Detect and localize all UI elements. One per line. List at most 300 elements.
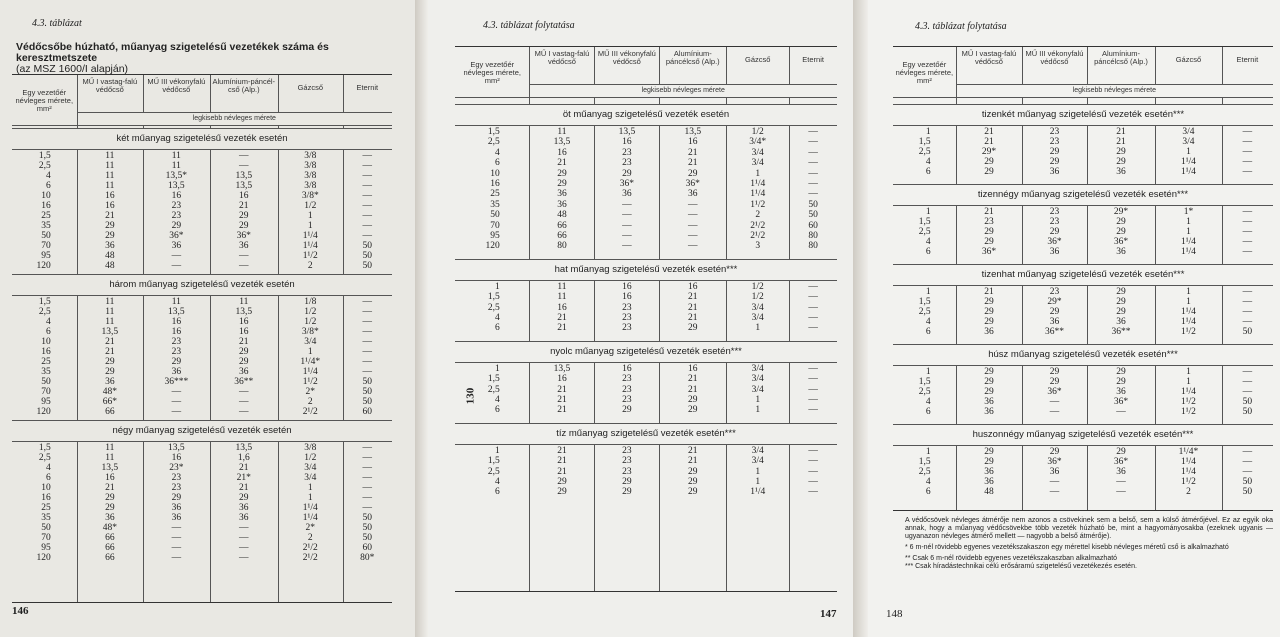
table-cell: 2,5 <box>487 384 500 395</box>
table-cell: 36* <box>1113 457 1129 467</box>
table-cell: 29 <box>105 503 115 513</box>
table-row <box>12 453 392 463</box>
table-row <box>893 127 1273 137</box>
table-cell: 13,5 <box>168 181 185 191</box>
table-cell: 1,5 <box>918 217 931 227</box>
table-cell: 23 <box>622 466 632 477</box>
table-row <box>893 477 1273 487</box>
table-cell: 48 <box>105 251 115 261</box>
table-cell: 21 <box>105 483 115 493</box>
table-cell: 36* <box>619 179 635 189</box>
data-table <box>455 46 837 592</box>
table-cell: 13,5 <box>235 443 253 453</box>
table-cell: 29 <box>622 405 632 416</box>
book-gutter <box>415 0 428 637</box>
table-cell: 29 <box>557 487 567 498</box>
table-cell: — <box>171 397 182 407</box>
table-cell: 120 <box>485 241 500 252</box>
table-cell: 29 <box>622 168 632 179</box>
table-cell: 50 <box>1242 407 1253 417</box>
section-title: tíz műanyag szigetelésű vezeték esetén*** <box>455 423 837 445</box>
table-row <box>12 473 392 483</box>
table-cell: — <box>808 466 818 477</box>
table-cell: — <box>171 251 182 261</box>
table-row <box>12 377 392 387</box>
table-cell: 11 <box>105 307 115 317</box>
table-cell: 1,5 <box>918 297 931 307</box>
table-cell: — <box>1049 487 1060 497</box>
table-cell: 36 <box>1049 467 1060 477</box>
table-cell: 29 <box>1049 307 1060 317</box>
table-cell: 48 <box>105 261 115 271</box>
table-cell: — <box>808 147 818 158</box>
column-divider <box>1087 47 1088 84</box>
table-cell: 3/8 <box>304 443 317 453</box>
table-cell: 6 <box>925 407 931 417</box>
table-row <box>12 297 392 307</box>
table-cell: 11 <box>557 127 567 137</box>
table-cell: 36 <box>105 241 115 251</box>
table-cell: 4 <box>925 317 931 327</box>
table-cell: 16 <box>41 201 51 211</box>
table-cell: 35 <box>41 221 51 231</box>
table-cell: 95 <box>41 543 51 553</box>
table-caption: 4.3. táblázat <box>32 18 82 29</box>
table-cell: 29 <box>1116 307 1126 317</box>
table-cell: 50 <box>362 241 373 251</box>
table-cell: 2 <box>1186 487 1191 497</box>
table-cell: — <box>1242 377 1253 387</box>
table-cell: 1 <box>1186 217 1191 227</box>
table-row <box>893 487 1273 497</box>
table-cell: 6 <box>494 487 500 498</box>
column-header: Alumínium-páncél-cső (Alp.) <box>212 77 276 94</box>
column-header: MŰ III vékonyfalú védőcső <box>1025 49 1084 66</box>
table-cell: 11 <box>171 151 181 161</box>
column-header: Eternit <box>356 83 379 92</box>
table-cell: 1¹/4 <box>302 513 318 523</box>
table-cell: — <box>239 151 249 161</box>
table-row <box>893 387 1273 397</box>
table-cell: 16 <box>239 327 249 337</box>
table-cell: 29 <box>984 377 994 387</box>
table-cell: — <box>808 179 818 189</box>
table-cell: 48* <box>102 387 117 397</box>
table-cell: 21 <box>557 384 567 395</box>
table-row <box>893 167 1273 177</box>
table-cell: 29 <box>557 168 567 179</box>
table-cell: 1¹/2 <box>1180 327 1196 337</box>
table-cell: 36*** <box>164 377 189 387</box>
table-cell: 36 <box>171 241 182 251</box>
table-row <box>455 210 837 220</box>
table-cell: — <box>171 387 182 397</box>
table-row <box>12 483 392 493</box>
table-cell: 23 <box>171 337 182 347</box>
column-divider <box>529 47 530 97</box>
table-cell: 29 <box>688 466 698 477</box>
table-cell: 120 <box>36 261 51 271</box>
table-cell: 1¹/4 <box>1180 247 1196 257</box>
table-cell: 36* <box>1113 237 1129 247</box>
table-cell: 50 <box>41 523 51 533</box>
table-cell: 1,5 <box>487 374 500 385</box>
table-cell: 21 <box>557 395 567 405</box>
table-row <box>893 207 1273 217</box>
table-cell: 29 <box>1116 367 1126 377</box>
table-cell: 1¹/2 <box>302 377 318 387</box>
table-cell: 60 <box>362 407 373 417</box>
table-cell: — <box>1242 447 1253 457</box>
table-cell: 21 <box>688 292 698 303</box>
table-caption: 4.3. táblázat folytatása <box>483 20 575 31</box>
table-row <box>12 387 392 397</box>
table-cell: — <box>362 161 373 171</box>
table-cell: 1/2 <box>304 317 317 327</box>
table-cell: 16 <box>490 179 500 189</box>
table-cell: 23 <box>171 483 182 493</box>
table-row <box>12 513 392 523</box>
table-cell: 4 <box>494 147 500 158</box>
table-cell: — <box>622 220 632 231</box>
table-cell: 1 <box>307 347 313 357</box>
table-cell: 23 <box>622 384 632 395</box>
table-cell: 1/2 <box>751 281 764 292</box>
table-cell: 11 <box>105 317 115 327</box>
column-divider <box>659 47 660 84</box>
table-cell: 23 <box>1049 287 1060 297</box>
table-cell: 10 <box>41 483 51 493</box>
table-cell: — <box>239 407 249 417</box>
table-cell: 25 <box>41 357 51 367</box>
column-header: Eternit <box>1236 55 1259 64</box>
table-cell: 21 <box>688 158 698 169</box>
table-cell: 11 <box>105 161 115 171</box>
book-gutter <box>853 0 868 637</box>
table-cell: 25 <box>41 503 51 513</box>
table-cell: 3/4 <box>751 147 764 158</box>
table-cell: 36 <box>984 407 994 417</box>
table-subtitle: (az MSZ 1600/I alapján) <box>16 63 129 75</box>
table-cell: 1¹/4 <box>302 367 318 377</box>
table-cell: 16 <box>41 347 51 357</box>
table-cell: 36 <box>105 377 115 387</box>
table-title-text: Védőcsőbe húzható, műanyag szigetelésű vezetékek száma és keresztmetszete <box>16 41 329 64</box>
table-cell: 2,5 <box>918 147 931 157</box>
table-cell: 23 <box>622 374 632 385</box>
table-cell: 29 <box>1116 147 1126 157</box>
table-cell: 29 <box>105 357 115 367</box>
table-cell: 1,5 <box>918 137 931 147</box>
column-divider <box>1155 47 1156 84</box>
table-cell: 6 <box>925 247 931 257</box>
table-cell: 21 <box>557 466 567 477</box>
table-cell: 4 <box>494 313 500 323</box>
table-cell: 3/4 <box>751 313 764 323</box>
table-cell: 1¹/4 <box>1180 237 1196 247</box>
column-header: MŰ I vastag-falú védőcső <box>534 49 590 66</box>
table-cell: 36** <box>234 377 254 387</box>
table-cell: 3/4 <box>751 363 764 374</box>
table-cell: 3/4 <box>1182 137 1195 147</box>
table-cell: 21 <box>105 337 115 347</box>
table-cell: — <box>622 231 632 241</box>
table-row <box>455 477 837 487</box>
table-row <box>893 407 1273 417</box>
table-cell: 36 <box>984 327 994 337</box>
column-header: MŰ I vastag-falú védőcső <box>82 77 138 94</box>
table-cell: 29 <box>105 231 115 241</box>
table-cell: 13,5 <box>235 181 253 191</box>
table-cell: 50 <box>1242 327 1253 337</box>
table-cell: 4 <box>46 171 51 181</box>
table-cell: — <box>688 210 698 221</box>
table-cell: — <box>239 251 249 261</box>
table-cell: 1 <box>307 493 313 503</box>
table-cell: 1¹/4* <box>300 357 321 367</box>
table-cell: 120 <box>36 407 51 417</box>
table-cell: 1 <box>755 466 761 477</box>
table-cell: 80 <box>808 241 818 252</box>
table-cell: 13,5 <box>553 363 571 374</box>
table-cell: 21 <box>557 405 567 416</box>
table-cell: 35 <box>490 199 500 210</box>
table-cell: 16 <box>171 317 182 327</box>
table-cell: 1,5 <box>918 377 931 387</box>
table-row <box>12 191 392 201</box>
column-divider <box>726 47 727 84</box>
table-cell: 36 <box>557 199 567 210</box>
table-cell: 66 <box>105 533 115 543</box>
data-table <box>12 74 392 603</box>
table-cell: 29 <box>984 447 994 457</box>
table-cell: 29* <box>1113 207 1129 217</box>
table-cell: 23 <box>622 313 632 323</box>
table-cell: 60 <box>808 220 818 231</box>
table-cell: 3/8 <box>304 161 317 171</box>
table-row <box>12 151 392 161</box>
table-row <box>12 407 392 417</box>
table-cell: 1¹/4 <box>1180 157 1196 167</box>
table-cell: 1¹/4 <box>1180 467 1196 477</box>
table-row <box>893 327 1273 337</box>
table-cell: 3/4 <box>751 302 764 313</box>
table-cell: 36* <box>685 179 700 189</box>
table-row <box>455 487 837 497</box>
table-cell: 2,5 <box>38 307 51 317</box>
table-cell: 29 <box>105 221 115 231</box>
table-cell: 36 <box>984 477 994 487</box>
table-cell: — <box>171 533 182 543</box>
table-cell: 29* <box>981 147 997 157</box>
table-cell: 3/4 <box>304 463 317 473</box>
table-cell: — <box>362 191 373 201</box>
table-cell: — <box>362 327 373 337</box>
table-cell: 3/4 <box>751 384 764 395</box>
table-row <box>12 443 392 453</box>
table-cell: 2 <box>307 533 313 543</box>
table-cell: 3/8* <box>301 191 319 201</box>
table-cell: 2¹/2 <box>750 231 766 241</box>
table-cell: 1¹/2 <box>750 199 766 210</box>
table-cell: — <box>1049 407 1060 417</box>
column-divider <box>1022 47 1023 84</box>
table-cell: — <box>688 241 698 252</box>
table-cell: 4 <box>925 477 931 487</box>
table-cell: 29 <box>1049 147 1060 157</box>
table-cell: — <box>688 220 698 231</box>
table-cell: — <box>362 151 373 161</box>
table-cell: 2¹/2 <box>302 407 318 417</box>
table-cell: — <box>362 503 373 513</box>
table-cell: 16 <box>557 147 567 158</box>
table-cell: 16 <box>105 201 115 211</box>
table-row <box>12 347 392 357</box>
table-row <box>455 137 837 147</box>
table-cell: 23 <box>1049 207 1060 217</box>
table-cell: 48 <box>984 487 994 497</box>
table-row <box>12 241 392 251</box>
table-cell: 29 <box>1116 287 1126 297</box>
table-cell: — <box>1242 457 1253 467</box>
table-cell: 1¹/4 <box>750 189 766 200</box>
table-cell: 16 <box>171 453 182 463</box>
table-cell: — <box>1242 217 1253 227</box>
table-cell: 50 <box>362 397 373 407</box>
table-cell: 16 <box>557 374 567 385</box>
table-cell: 4 <box>46 463 51 473</box>
table-cell: 1 <box>1186 367 1191 377</box>
table-cell: 1* <box>1183 207 1194 217</box>
table-row <box>12 307 392 317</box>
table-row <box>455 169 837 179</box>
table-cell: 50 <box>362 513 373 523</box>
table-cell: 25 <box>490 189 500 200</box>
table-cell: 36 <box>984 397 994 407</box>
table-cell: — <box>1116 487 1126 497</box>
table-cell: 13,5 <box>618 127 636 137</box>
page-stamp: 130 <box>464 387 477 405</box>
table-cell: 29 <box>1116 227 1126 237</box>
table-cell: — <box>1242 387 1253 397</box>
table-cell: 1¹/2 <box>1180 477 1196 487</box>
table-cell: 3/8 <box>304 181 317 191</box>
column-divider <box>77 75 78 125</box>
column-header: Eternit <box>802 55 824 64</box>
table-cell: 36* <box>1047 237 1062 247</box>
table-cell: 13,5 <box>168 443 185 453</box>
table-cell: — <box>808 487 818 498</box>
table-cell: 1 <box>755 395 761 405</box>
table-cell: 1 <box>925 447 931 457</box>
table-row <box>12 337 392 347</box>
table-cell: 23 <box>1049 127 1060 137</box>
table-cell: — <box>808 374 818 385</box>
table-row <box>12 553 392 563</box>
table-cell: 21 <box>688 313 698 323</box>
table-row <box>455 282 837 292</box>
table-cell: 29 <box>984 307 994 317</box>
table-cell: 1 <box>925 287 931 297</box>
table-cell: 2,5 <box>918 467 931 477</box>
table-row <box>12 211 392 221</box>
table-cell: — <box>1242 147 1253 157</box>
table-cell: 36 <box>688 189 698 200</box>
table-cell: 29 <box>688 405 698 416</box>
table-row <box>893 237 1273 247</box>
table-cell: 23 <box>1049 137 1060 147</box>
table-cell: 3/8 <box>304 171 317 181</box>
table-cell: 1¹/2 <box>302 251 318 261</box>
table-cell: 1¹/4 <box>1180 387 1196 397</box>
table-cell: 3/4 <box>751 374 764 385</box>
table-caption: 4.3. táblázat folytatása <box>915 21 1007 32</box>
table-cell: 6 <box>925 327 931 337</box>
table-row <box>893 367 1273 377</box>
footnote-1: * 6 m-nél rövidebb egyenes vezetékszakaszon egy mérettel kisebb névleges méretű cső is alkalmazható <box>905 544 1229 551</box>
table-cell: 29 <box>105 493 115 503</box>
table-cell: 36* <box>169 231 184 241</box>
table-cell: — <box>1116 477 1126 487</box>
table-cell: 36 <box>557 189 567 200</box>
table-cell: — <box>362 297 373 307</box>
table-cell: 11 <box>239 297 249 307</box>
table-cell: 29 <box>984 167 994 177</box>
section-title: húsz műanyag szigetelésű vezeték esetén*** <box>893 344 1273 366</box>
table-row <box>12 397 392 407</box>
table-row <box>12 161 392 171</box>
table-row <box>455 200 837 210</box>
table-cell: 36 <box>171 367 182 377</box>
table-cell: 95 <box>490 231 500 241</box>
table-cell: — <box>239 397 249 407</box>
table-cell: 10 <box>490 168 500 179</box>
table-cell: 70 <box>41 387 51 397</box>
table-cell: 16 <box>239 191 249 201</box>
footnotes <box>905 517 1273 574</box>
table-row <box>12 171 392 181</box>
table-cell: — <box>362 357 373 367</box>
table-cell: 29 <box>239 211 249 221</box>
table-row <box>12 503 392 513</box>
table-cell: 21 <box>688 456 698 467</box>
table-cell: 23 <box>171 347 182 357</box>
table-cell: 13,5 <box>101 327 119 337</box>
table-cell: 23 <box>622 158 632 169</box>
table-cell: 23 <box>984 217 994 227</box>
table-cell: — <box>808 302 818 313</box>
table-cell: 48 <box>557 210 567 221</box>
table-cell: 13,5 <box>101 463 119 473</box>
table-cell: — <box>362 493 373 503</box>
table-row <box>893 247 1273 257</box>
table-cell: 6 <box>494 323 500 334</box>
table-cell: 29 <box>984 237 994 247</box>
table-cell: 1/2 <box>751 127 764 137</box>
table-cell: 29 <box>1049 447 1060 457</box>
table-cell: 13,5 <box>235 171 253 181</box>
column-header: Gázcső <box>745 55 771 64</box>
table-cell: 2,5 <box>918 387 931 397</box>
table-cell: 29 <box>171 357 182 367</box>
table-cell: 36* <box>236 231 251 241</box>
table-cell: — <box>1242 207 1253 217</box>
table-cell: — <box>171 543 182 553</box>
table-cell: 70 <box>41 533 51 543</box>
table-cell: 1 <box>307 483 313 493</box>
table-cell: 70 <box>490 220 500 231</box>
table-cell: — <box>1242 227 1253 237</box>
